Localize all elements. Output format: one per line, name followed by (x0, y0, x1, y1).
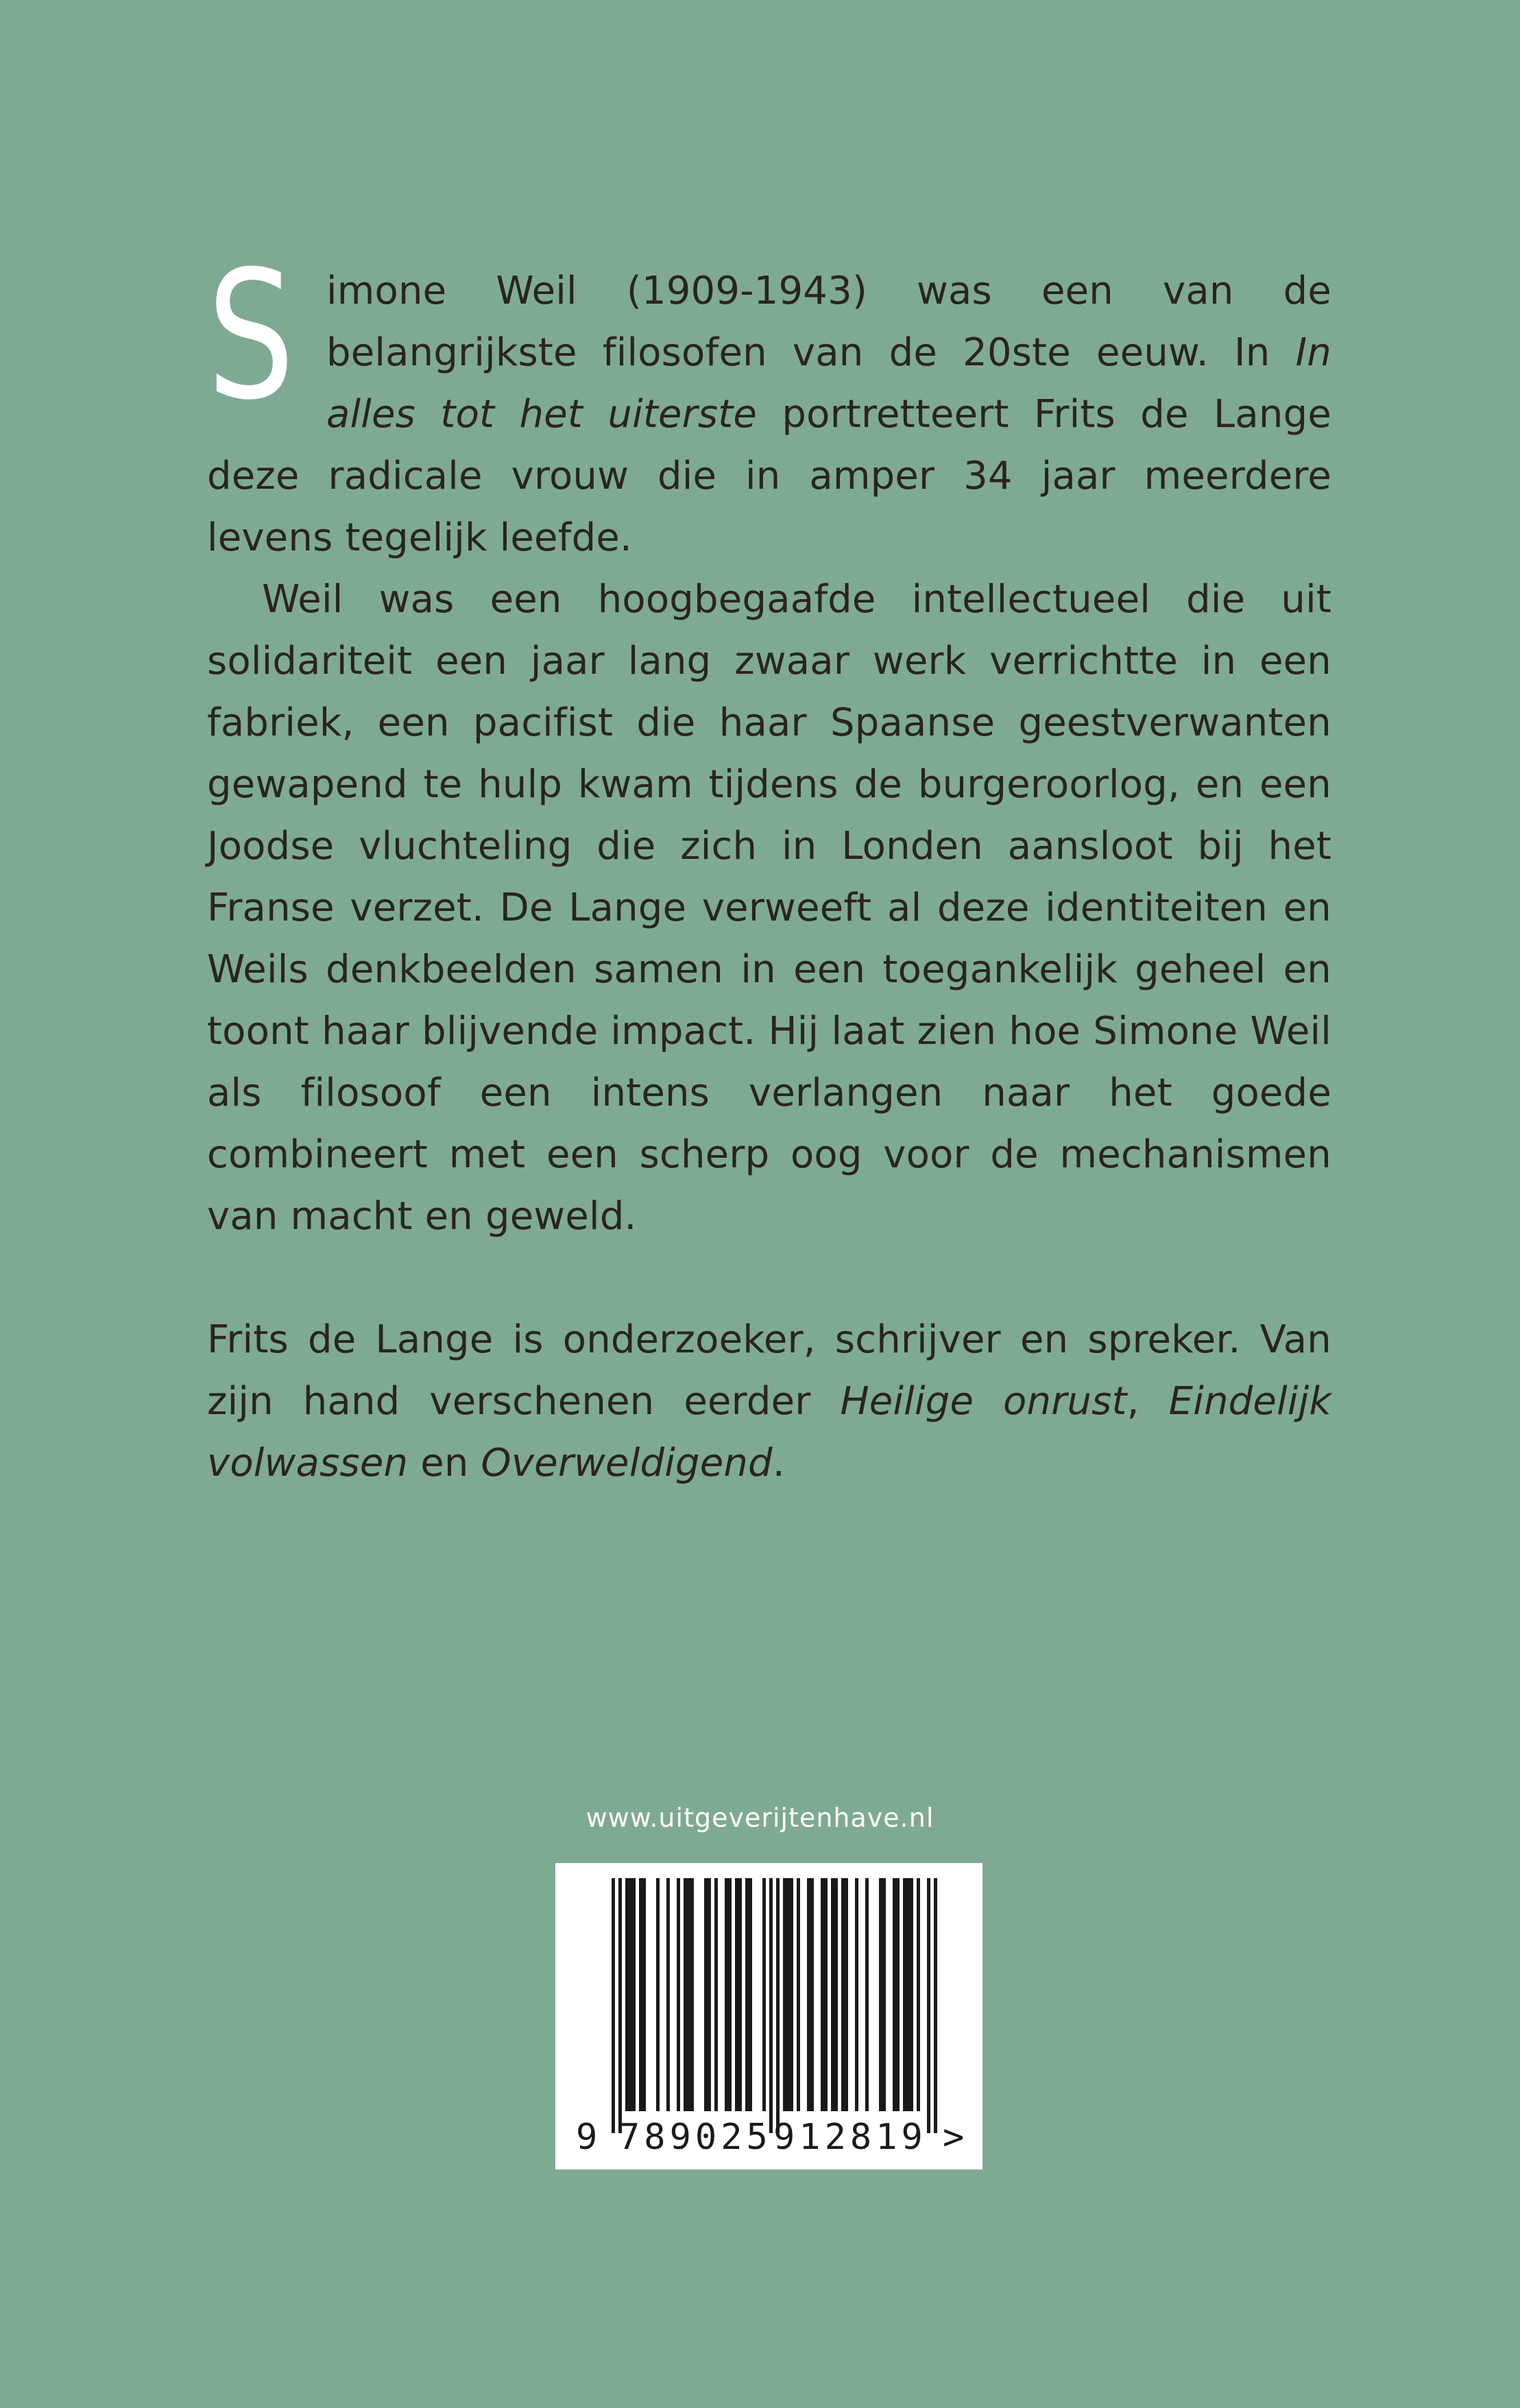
barcode-bar (708, 1878, 711, 2111)
isbn-group-2: 912819 (773, 2117, 927, 2158)
isbn-barcode (555, 1863, 982, 2169)
bio-lead-text: Frits de Lange is onderzoeker, schrijver en spreker. Van zijn hand verschenen eerder (207, 1317, 1331, 1424)
barcode-bar (841, 1878, 845, 2111)
barcode-bar (845, 1878, 848, 2111)
book-title: In alles tot het uiterste (326, 330, 1331, 437)
barcode-bar (810, 1878, 814, 2111)
bio-book-2: Eindelijk volwassen (207, 1379, 1331, 1485)
barcode-bar (917, 1878, 920, 2111)
barcode-bar (735, 1878, 738, 2111)
barcode-bar (629, 1878, 632, 2111)
barcode-bar (783, 1878, 786, 2111)
barcode-bar (762, 1878, 766, 2111)
barcode-bar (896, 1878, 900, 2111)
barcode-bar (882, 1878, 886, 2111)
barcode-bar (797, 1878, 800, 2111)
barcode-bar (725, 1878, 728, 2111)
barcode-bar (893, 1878, 896, 2111)
barcode-bar (690, 1878, 694, 2111)
intro-paragraph (207, 233, 1331, 569)
intro-lead-text: imone Weil (1909-1943) was een van de belangrijkste filosofen van de 20ste eeuw. In (326, 269, 1331, 375)
barcode-bar (639, 1878, 642, 2111)
barcode-bar (879, 1878, 882, 2111)
barcode-bar (642, 1878, 646, 2111)
author-bio-paragraph (207, 1309, 1331, 1494)
barcode-bar (855, 1878, 858, 2111)
barcode-bar (677, 1878, 680, 2111)
barcode-bar (728, 1878, 732, 2111)
barcode-guard-bar (927, 1878, 930, 2133)
barcode-bar (749, 1878, 752, 2111)
isbn-digits (555, 2117, 982, 2158)
barcode-bar (684, 1878, 687, 2111)
bio-separator: en (408, 1441, 481, 1485)
publisher-url[interactable]: www.uitgeverijtenhave.nl (586, 1803, 934, 1833)
barcode-bar (790, 1878, 793, 2111)
barcode-bar (834, 1878, 838, 2111)
barcode-bar (687, 1878, 690, 2111)
barcode-bar (738, 1878, 742, 2111)
barcode-guard-bar (612, 1878, 615, 2133)
barcode-bar (745, 1878, 749, 2111)
barcode-guard-bar (618, 1878, 622, 2133)
isbn-quiet-mark: > (943, 2117, 965, 2158)
barcode-bar (903, 1878, 906, 2111)
barcode-bar (625, 1878, 629, 2111)
isbn-lead-digit: 9 (576, 2117, 598, 2158)
bio-end: . (772, 1441, 785, 1485)
intro-rest-text: portretteert Frits de Lange deze radicale vrouw die in amper 34 jaar meerdere levens tegelijk leefde. (207, 392, 1331, 560)
barcode-bar (906, 1878, 910, 2111)
barcode-bar (666, 1878, 670, 2111)
bio-separator: , (1126, 1379, 1169, 1424)
barcode-bar (821, 1878, 824, 2111)
isbn-group-1: 789025 (618, 2117, 772, 2158)
barcode-bar (831, 1878, 834, 2111)
barcode-bar (807, 1878, 810, 2111)
bio-book-3: Overweldigend (481, 1441, 773, 1485)
barcode-bar (786, 1878, 790, 2111)
barcode-bar (865, 1878, 869, 2111)
barcode-guard-bar (934, 1878, 937, 2133)
dropcap-letter: S (207, 233, 295, 439)
back-cover-text (207, 233, 1331, 1494)
barcode-guard-bar (776, 1878, 780, 2133)
bio-book-1: Heilige onrust (840, 1379, 1127, 1424)
barcode-bar (704, 1878, 708, 2111)
barcode-bar (714, 1878, 718, 2111)
barcode-bar (632, 1878, 636, 2111)
barcode-bar (656, 1878, 660, 2111)
barcode-guard-bar (769, 1878, 773, 2133)
barcode-bar (824, 1878, 828, 2111)
barcode-bar (910, 1878, 913, 2111)
description-paragraph: Weil was een hoogbegaafde intellectueel die uit solidariteit een jaar lang zwaar werk verrichtte in een fabriek, een pacifist die haar Spaanse geestverwanten gewapend te hulp kwam tijdens de burgeroorlog, en een Joodse vluchteling die zich in Londen aansloot bij het Franse verzet. De Lange verweeft al deze identiteiten en Weils denkbeelden samen in een toegankelijk geheel en toont haar blijvende impact. Hij laat zien hoe Simone Weil als filosoof een intens verlangen naar het goede combineert met een scherp oog voor de mechanismen van macht en geweld. (207, 577, 1331, 1239)
